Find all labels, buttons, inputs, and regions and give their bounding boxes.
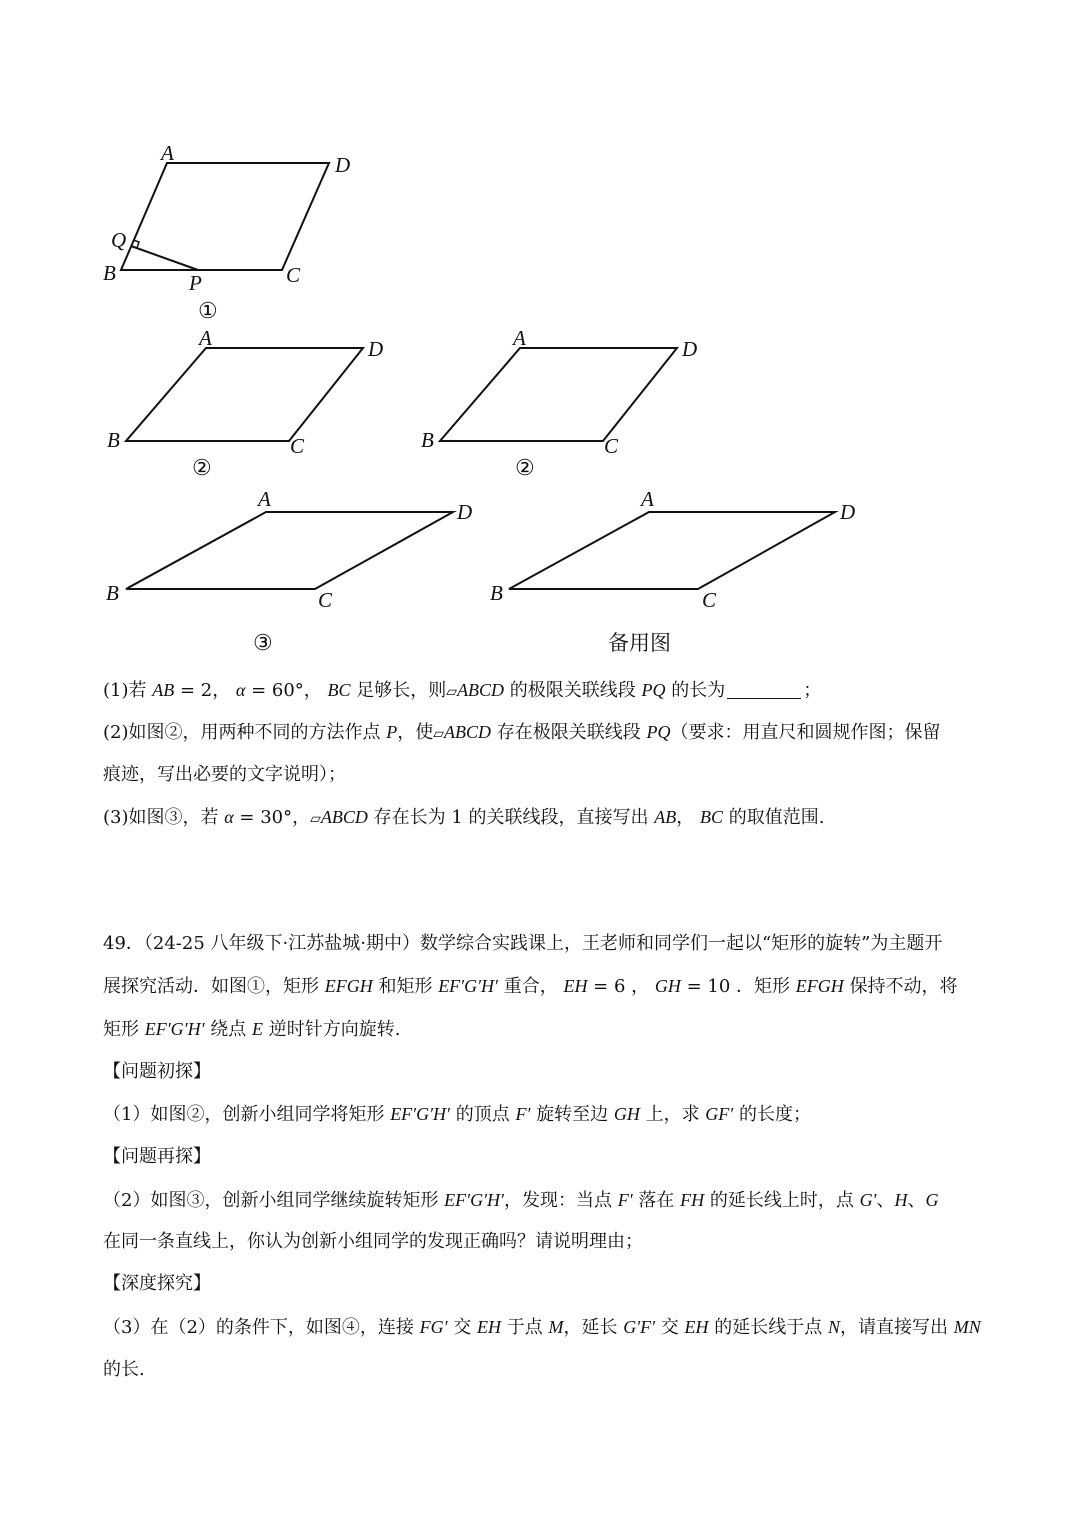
parallelogram-abcd bbox=[509, 512, 835, 589]
figure-3 bbox=[106, 487, 472, 656]
vertex-d-label: D bbox=[335, 153, 351, 177]
figure-1-caption: ① bbox=[198, 299, 218, 324]
q49-line-1: 49．（24-25 八年级下·江苏盐城·期中）数学综合实践课上，王老师和同学们一起以“矩形的旋转”为主题开 bbox=[103, 933, 943, 954]
figure-2-left bbox=[107, 326, 383, 481]
vertex-b-label: B bbox=[103, 261, 116, 285]
vertex-a-label: A bbox=[641, 487, 654, 511]
parallelogram-abcd bbox=[440, 348, 677, 441]
vertex-d-label: D bbox=[682, 337, 698, 361]
vertex-d-label: D bbox=[368, 337, 384, 361]
q48-part-3: (3)如图③，若 α = 30°，▱ABCD 存在长为 1 的关联线段，直接写出 AB， BC 的取值范围. bbox=[103, 807, 825, 828]
q48-part-2-line-2: 痕迹，写出必要的文字说明）； bbox=[103, 764, 346, 785]
q49-line-3: 矩形 EF′G′H′ 绕点 E 逆时针方向旋转. bbox=[103, 1019, 401, 1040]
vertex-b-label: B bbox=[106, 581, 119, 605]
q48-part-1: (1)若 AB = 2， α = 60°， BC 足够长，则▱ABCD 的极限关联线段 PQ 的长为 ； bbox=[103, 680, 822, 701]
vertex-c-label: C bbox=[318, 588, 333, 612]
vertex-c-label: C bbox=[286, 263, 301, 287]
figure-spare bbox=[490, 487, 855, 655]
q49-part-2-line-1: （2）如图③，创新小组同学继续旋转矩形 EF′G′H′，发现：当点 F′ 落在 FH 的延长线上时，点 G′、H、G bbox=[103, 1190, 939, 1211]
figure-2-right-caption: ② bbox=[515, 456, 535, 481]
q49-part-3-line-2: 的长. bbox=[103, 1359, 145, 1380]
vertex-d-label: D bbox=[840, 500, 856, 524]
q49-line-2: 展探究活动．如图①，矩形 EFGH 和矩形 EF′G′H′ 重合， EH = 6 ， GH = 10 ．矩形 EFGH 保持不动，将 bbox=[103, 976, 958, 997]
figure-spare-caption: 备用图 bbox=[608, 631, 671, 655]
q48-part-2-line-1: (2)如图②，用两种不同的方法作点 P，使▱ABCD 存在极限关联线段 PQ（要求：用直尺和圆规作图；保留 bbox=[103, 722, 941, 743]
figure-2-right bbox=[421, 326, 697, 481]
figure-2-left-caption: ② bbox=[192, 456, 212, 481]
parallelogram-abcd bbox=[126, 348, 363, 441]
vertex-a-label: A bbox=[258, 487, 271, 511]
figures-area bbox=[0, 0, 1080, 660]
vertex-a-label: A bbox=[513, 326, 526, 350]
section-heading-initial: 【问题初探】 bbox=[103, 1061, 211, 1082]
vertex-a-label: A bbox=[199, 326, 212, 350]
parallelogram-abcd bbox=[126, 512, 453, 589]
vertex-c-label: C bbox=[604, 434, 619, 458]
vertex-a-label: A bbox=[161, 141, 174, 165]
vertex-c-label: C bbox=[702, 588, 717, 612]
point-p-label: P bbox=[189, 271, 202, 295]
point-q-label: Q bbox=[111, 228, 127, 252]
vertex-b-label: B bbox=[421, 428, 434, 452]
answer-blank[interactable] bbox=[727, 680, 801, 699]
q49-part-2-line-2: 在同一条直线上，你认为创新小组同学的发现正确吗？请说明理由； bbox=[103, 1231, 643, 1252]
vertex-b-label: B bbox=[490, 581, 503, 605]
figure-1 bbox=[103, 141, 350, 324]
section-heading-further: 【问题再探】 bbox=[103, 1146, 211, 1167]
q49-part-3-line-1: （3）在（2）的条件下，如图④，连接 FG′ 交 EH 于点 M，延长 G′F′ 交 EH 的延长线于点 N，请直接写出 MN bbox=[103, 1317, 981, 1338]
vertex-c-label: C bbox=[290, 434, 305, 458]
q49-part-1: （1）如图②，创新小组同学将矩形 EF′G′H′ 的顶点 F′ 旋转至边 GH 上，求 GF′ 的长度； bbox=[103, 1104, 811, 1125]
vertex-d-label: D bbox=[457, 500, 473, 524]
vertex-b-label: B bbox=[107, 428, 120, 452]
segment-pq bbox=[131, 246, 198, 270]
section-heading-deep: 【深度探究】 bbox=[103, 1273, 211, 1294]
figure-3-caption: ③ bbox=[253, 631, 273, 656]
